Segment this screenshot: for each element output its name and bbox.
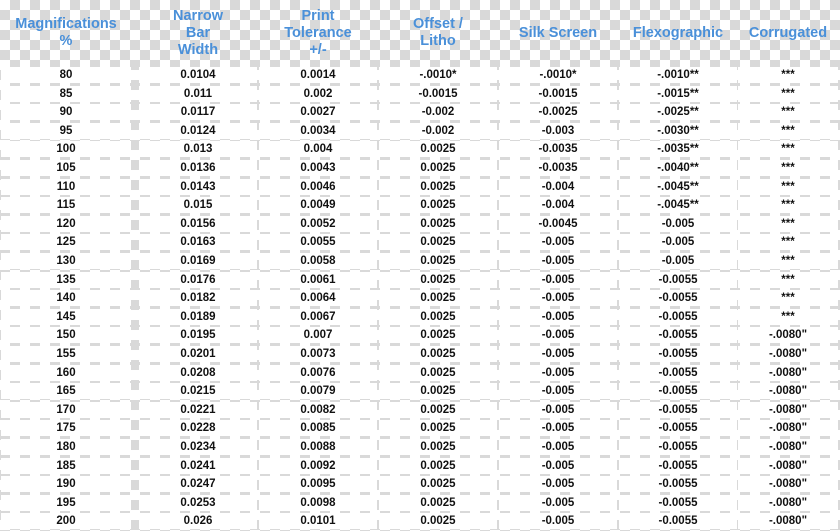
cell-corrugated: *** bbox=[738, 86, 838, 102]
cell-print-tolerance: 0.0046 bbox=[259, 179, 377, 195]
cell-flexographic: -0.0055 bbox=[619, 402, 737, 418]
cell-offset-litho: -0.002 bbox=[379, 123, 497, 139]
cell-silk-screen: -0.005 bbox=[499, 458, 617, 474]
cell-print-tolerance: 0.0073 bbox=[259, 346, 377, 362]
cell-flexographic: -0.0055 bbox=[619, 309, 737, 325]
cell-narrow-bar-width: 0.015 bbox=[139, 197, 257, 213]
table-row bbox=[0, 457, 840, 476]
cell-print-tolerance: 0.0058 bbox=[259, 253, 377, 269]
cell-flexographic: -.0010** bbox=[619, 67, 737, 83]
table-row bbox=[0, 103, 840, 122]
table-row bbox=[0, 364, 840, 383]
cell-narrow-bar-width: 0.0104 bbox=[139, 67, 257, 83]
cell-offset-litho: 0.0025 bbox=[379, 160, 497, 176]
table-row bbox=[0, 122, 840, 141]
cell-offset-litho: 0.0025 bbox=[379, 383, 497, 399]
cell-corrugated: -.0080" bbox=[738, 439, 838, 455]
cell-print-tolerance: 0.0092 bbox=[259, 458, 377, 474]
cell-offset-litho: 0.0025 bbox=[379, 216, 497, 232]
cell-narrow-bar-width: 0.0253 bbox=[139, 495, 257, 511]
cell-silk-screen: -0.003 bbox=[499, 123, 617, 139]
cell-corrugated: *** bbox=[738, 253, 838, 269]
cell-flexographic: -0.0055 bbox=[619, 439, 737, 455]
cell-silk-screen: -0.004 bbox=[499, 179, 617, 195]
cell-print-tolerance: 0.0079 bbox=[259, 383, 377, 399]
cell-magnification: 175 bbox=[1, 420, 131, 436]
cell-corrugated: -.0080" bbox=[738, 458, 838, 474]
cell-magnification: 160 bbox=[1, 365, 131, 381]
cell-offset-litho: -.0010* bbox=[379, 67, 497, 83]
cell-flexographic: -0.0055 bbox=[619, 290, 737, 306]
cell-print-tolerance: 0.0052 bbox=[259, 216, 377, 232]
cell-print-tolerance: 0.0027 bbox=[259, 104, 377, 120]
cell-silk-screen: -0.005 bbox=[499, 476, 617, 492]
cell-offset-litho: 0.0025 bbox=[379, 476, 497, 492]
table-row bbox=[0, 85, 840, 104]
cell-narrow-bar-width: 0.011 bbox=[139, 86, 257, 102]
table-row bbox=[0, 475, 840, 494]
cell-flexographic: -0.0055 bbox=[619, 346, 737, 362]
header-silk-screen: Silk Screen bbox=[518, 24, 598, 41]
cell-silk-screen: -0.0045 bbox=[499, 216, 617, 232]
cell-corrugated: -.0080" bbox=[738, 402, 838, 418]
cell-narrow-bar-width: 0.0156 bbox=[139, 216, 257, 232]
table-row bbox=[0, 196, 840, 215]
cell-silk-screen: -0.005 bbox=[499, 495, 617, 511]
cell-magnification: 90 bbox=[1, 104, 131, 120]
cell-corrugated: *** bbox=[738, 104, 838, 120]
cell-magnification: 115 bbox=[1, 197, 131, 213]
cell-magnification: 150 bbox=[1, 327, 131, 343]
table-row bbox=[0, 159, 840, 178]
cell-narrow-bar-width: 0.0221 bbox=[139, 402, 257, 418]
header-offset-litho: Offset / Litho bbox=[413, 16, 463, 49]
cell-print-tolerance: 0.0082 bbox=[259, 402, 377, 418]
cell-narrow-bar-width: 0.0143 bbox=[139, 179, 257, 195]
cell-offset-litho: 0.0025 bbox=[379, 327, 497, 343]
cell-narrow-bar-width: 0.0136 bbox=[139, 160, 257, 176]
cell-print-tolerance: 0.0061 bbox=[259, 272, 377, 288]
cell-print-tolerance: 0.0076 bbox=[259, 365, 377, 381]
cell-print-tolerance: 0.0055 bbox=[259, 234, 377, 250]
cell-narrow-bar-width: 0.0234 bbox=[139, 439, 257, 455]
cell-print-tolerance: 0.0064 bbox=[259, 290, 377, 306]
cell-magnification: 110 bbox=[1, 179, 131, 195]
cell-corrugated: -.0080" bbox=[738, 495, 838, 511]
cell-narrow-bar-width: 0.0169 bbox=[139, 253, 257, 269]
header-row bbox=[0, 0, 840, 66]
table-row bbox=[0, 215, 840, 234]
cell-print-tolerance: 0.0034 bbox=[259, 123, 377, 139]
cell-magnification: 200 bbox=[1, 513, 131, 529]
cell-magnification: 145 bbox=[1, 309, 131, 325]
cell-magnification: 120 bbox=[1, 216, 131, 232]
cell-magnification: 185 bbox=[1, 458, 131, 474]
cell-narrow-bar-width: 0.0228 bbox=[139, 420, 257, 436]
cell-silk-screen: -0.005 bbox=[499, 272, 617, 288]
cell-flexographic: -0.0055 bbox=[619, 495, 737, 511]
cell-silk-screen: -0.0015 bbox=[499, 86, 617, 102]
cell-magnification: 95 bbox=[1, 123, 131, 139]
cell-offset-litho: 0.0025 bbox=[379, 513, 497, 529]
cell-flexographic: -.0045** bbox=[619, 197, 737, 213]
cell-magnification: 195 bbox=[1, 495, 131, 511]
cell-silk-screen: -0.005 bbox=[499, 346, 617, 362]
cell-print-tolerance: 0.002 bbox=[259, 86, 377, 102]
cell-corrugated: *** bbox=[738, 179, 838, 195]
cell-silk-screen: -0.005 bbox=[499, 234, 617, 250]
cell-magnification: 180 bbox=[1, 439, 131, 455]
cell-magnification: 140 bbox=[1, 290, 131, 306]
cell-offset-litho: 0.0025 bbox=[379, 179, 497, 195]
cell-magnification: 100 bbox=[1, 141, 131, 157]
table-row bbox=[0, 289, 840, 308]
cell-narrow-bar-width: 0.0201 bbox=[139, 346, 257, 362]
table-row bbox=[0, 252, 840, 271]
cell-magnification: 155 bbox=[1, 346, 131, 362]
cell-offset-litho: 0.0025 bbox=[379, 197, 497, 213]
cell-magnification: 80 bbox=[1, 67, 131, 83]
cell-print-tolerance: 0.0095 bbox=[259, 476, 377, 492]
cell-narrow-bar-width: 0.0208 bbox=[139, 365, 257, 381]
cell-print-tolerance: 0.004 bbox=[259, 141, 377, 157]
cell-corrugated: *** bbox=[738, 216, 838, 232]
header-magnification: Magnifications % bbox=[15, 16, 117, 49]
cell-corrugated: *** bbox=[738, 309, 838, 325]
cell-silk-screen: -0.005 bbox=[499, 420, 617, 436]
cell-corrugated: *** bbox=[738, 234, 838, 250]
cell-silk-screen: -0.0025 bbox=[499, 104, 617, 120]
cell-narrow-bar-width: 0.0163 bbox=[139, 234, 257, 250]
cell-narrow-bar-width: 0.0182 bbox=[139, 290, 257, 306]
cell-flexographic: -0.0055 bbox=[619, 327, 737, 343]
cell-print-tolerance: 0.0098 bbox=[259, 495, 377, 511]
cell-corrugated: -.0080" bbox=[738, 346, 838, 362]
cell-flexographic: -0.0055 bbox=[619, 513, 737, 529]
cell-silk-screen: -0.005 bbox=[499, 365, 617, 381]
cell-offset-litho: 0.0025 bbox=[379, 458, 497, 474]
cell-magnification: 170 bbox=[1, 402, 131, 418]
cell-flexographic: -0.0055 bbox=[619, 383, 737, 399]
cell-corrugated: *** bbox=[738, 272, 838, 288]
cell-print-tolerance: 0.0049 bbox=[259, 197, 377, 213]
cell-magnification: 125 bbox=[1, 234, 131, 250]
cell-flexographic: -.0030** bbox=[619, 123, 737, 139]
cell-corrugated: -.0080" bbox=[738, 383, 838, 399]
cell-flexographic: -0.005 bbox=[619, 253, 737, 269]
cell-offset-litho: 0.0025 bbox=[379, 272, 497, 288]
header-corrugated: Corrugated bbox=[748, 24, 828, 41]
cell-flexographic: -.0015** bbox=[619, 86, 737, 102]
cell-magnification: 190 bbox=[1, 476, 131, 492]
cell-offset-litho: 0.0025 bbox=[379, 402, 497, 418]
cell-silk-screen: -0.005 bbox=[499, 383, 617, 399]
table-row bbox=[0, 401, 840, 420]
cell-narrow-bar-width: 0.0247 bbox=[139, 476, 257, 492]
cell-offset-litho: 0.0025 bbox=[379, 253, 497, 269]
header-narrow-bar-width: Narrow Bar Width bbox=[173, 7, 223, 58]
cell-narrow-bar-width: 0.0215 bbox=[139, 383, 257, 399]
cell-offset-litho: 0.0025 bbox=[379, 495, 497, 511]
cell-corrugated: -.0080" bbox=[738, 476, 838, 492]
cell-narrow-bar-width: 0.013 bbox=[139, 141, 257, 157]
cell-narrow-bar-width: 0.026 bbox=[139, 513, 257, 529]
cell-flexographic: -0.0055 bbox=[619, 272, 737, 288]
cell-silk-screen: -0.005 bbox=[499, 439, 617, 455]
cell-narrow-bar-width: 0.0195 bbox=[139, 327, 257, 343]
table-row bbox=[0, 233, 840, 252]
header-flexographic: Flexographic bbox=[632, 24, 724, 41]
cell-corrugated: -.0080" bbox=[738, 365, 838, 381]
table-row bbox=[0, 271, 840, 290]
cell-flexographic: -0.0055 bbox=[619, 458, 737, 474]
header-print-tolerance: Print Tolerance +/- bbox=[284, 7, 352, 58]
cell-offset-litho: -0.0015 bbox=[379, 86, 497, 102]
cell-silk-screen: -0.0035 bbox=[499, 141, 617, 157]
cell-offset-litho: 0.0025 bbox=[379, 346, 497, 362]
cell-narrow-bar-width: 0.0241 bbox=[139, 458, 257, 474]
cell-corrugated: -.0080" bbox=[738, 420, 838, 436]
cell-corrugated: *** bbox=[738, 197, 838, 213]
cell-corrugated: *** bbox=[738, 141, 838, 157]
table-row bbox=[0, 308, 840, 327]
cell-corrugated: *** bbox=[738, 123, 838, 139]
table-row bbox=[0, 326, 840, 345]
cell-print-tolerance: 0.0101 bbox=[259, 513, 377, 529]
cell-silk-screen: -0.005 bbox=[499, 513, 617, 529]
cell-flexographic: -0.005 bbox=[619, 234, 737, 250]
cell-silk-screen: -0.005 bbox=[499, 327, 617, 343]
cell-silk-screen: -0.005 bbox=[499, 402, 617, 418]
cell-magnification: 165 bbox=[1, 383, 131, 399]
cell-silk-screen: -.0010* bbox=[499, 67, 617, 83]
cell-print-tolerance: 0.0088 bbox=[259, 439, 377, 455]
cell-silk-screen: -0.0035 bbox=[499, 160, 617, 176]
cell-print-tolerance: 0.0043 bbox=[259, 160, 377, 176]
cell-print-tolerance: 0.007 bbox=[259, 327, 377, 343]
cell-corrugated: -.0080" bbox=[738, 513, 838, 529]
cell-corrugated: -.0080" bbox=[738, 327, 838, 343]
cell-flexographic: -.0045** bbox=[619, 179, 737, 195]
cell-flexographic: -0.005 bbox=[619, 216, 737, 232]
table-row bbox=[0, 345, 840, 364]
table-row bbox=[0, 494, 840, 513]
cell-corrugated: *** bbox=[738, 160, 838, 176]
cell-narrow-bar-width: 0.0124 bbox=[139, 123, 257, 139]
cell-silk-screen: -0.004 bbox=[499, 197, 617, 213]
cell-magnification: 130 bbox=[1, 253, 131, 269]
cell-silk-screen: -0.005 bbox=[499, 253, 617, 269]
cell-offset-litho: 0.0025 bbox=[379, 234, 497, 250]
cell-narrow-bar-width: 0.0176 bbox=[139, 272, 257, 288]
cell-offset-litho: 0.0025 bbox=[379, 309, 497, 325]
table-row bbox=[0, 140, 840, 159]
table-row bbox=[0, 512, 840, 531]
cell-print-tolerance: 0.0067 bbox=[259, 309, 377, 325]
cell-silk-screen: -0.005 bbox=[499, 309, 617, 325]
cell-magnification: 85 bbox=[1, 86, 131, 102]
cell-offset-litho: 0.0025 bbox=[379, 365, 497, 381]
cell-flexographic: -0.0055 bbox=[619, 476, 737, 492]
cell-corrugated: *** bbox=[738, 67, 838, 83]
cell-narrow-bar-width: 0.0117 bbox=[139, 104, 257, 120]
cell-print-tolerance: 0.0014 bbox=[259, 67, 377, 83]
table-row bbox=[0, 382, 840, 401]
cell-offset-litho: 0.0025 bbox=[379, 420, 497, 436]
table-row bbox=[0, 419, 840, 438]
cell-offset-litho: -0.002 bbox=[379, 104, 497, 120]
cell-flexographic: -.0040** bbox=[619, 160, 737, 176]
cell-flexographic: -0.0055 bbox=[619, 365, 737, 381]
cell-narrow-bar-width: 0.0189 bbox=[139, 309, 257, 325]
cell-offset-litho: 0.0025 bbox=[379, 141, 497, 157]
table-row bbox=[0, 438, 840, 457]
table-row bbox=[0, 178, 840, 197]
cell-print-tolerance: 0.0085 bbox=[259, 420, 377, 436]
cell-magnification: 135 bbox=[1, 272, 131, 288]
cell-offset-litho: 0.0025 bbox=[379, 439, 497, 455]
table-row bbox=[0, 66, 840, 85]
cell-flexographic: -.0035** bbox=[619, 141, 737, 157]
cell-flexographic: -0.0055 bbox=[619, 420, 737, 436]
cell-magnification: 105 bbox=[1, 160, 131, 176]
cell-flexographic: -.0025** bbox=[619, 104, 737, 120]
cell-offset-litho: 0.0025 bbox=[379, 290, 497, 306]
cell-corrugated: *** bbox=[738, 290, 838, 306]
cell-silk-screen: -0.005 bbox=[499, 290, 617, 306]
